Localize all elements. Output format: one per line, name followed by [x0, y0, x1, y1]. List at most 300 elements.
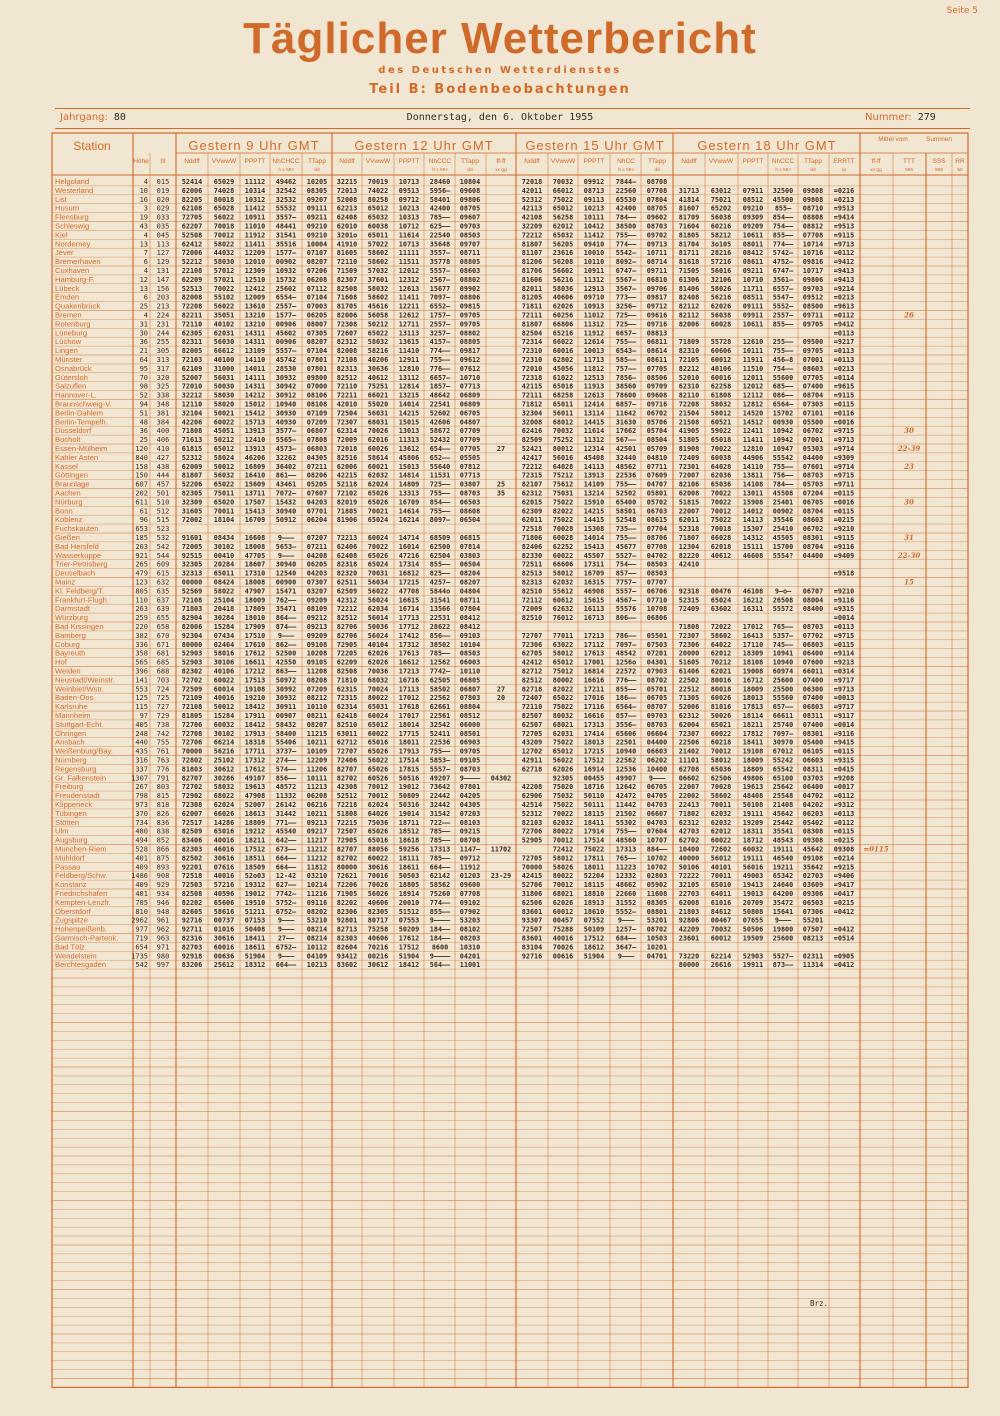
- table-cell: 82513: [521, 569, 543, 578]
- table-cell: 52905: [521, 836, 543, 845]
- table-cell: 56022: [213, 213, 235, 222]
- station-name: Bremen: [55, 310, 82, 320]
- station-name: Bayreuth: [55, 648, 86, 658]
- table-cell: 10940: [275, 400, 297, 409]
- table-cell: 18309: [742, 649, 764, 658]
- table-cell: 66012: [552, 186, 574, 195]
- table-cell: 58022: [213, 587, 235, 596]
- table-cell: 18612: [583, 943, 605, 952]
- station-height: 336: [135, 640, 148, 649]
- table-cell: 14311: [244, 338, 266, 347]
- table-cell: 66612: [213, 347, 235, 356]
- table-cell: 52007: [181, 373, 203, 382]
- table-cell: =9115: [833, 231, 855, 240]
- table-cell: =9315: [833, 605, 855, 614]
- station-height: 719: [135, 934, 148, 943]
- station-id: 544: [156, 551, 170, 560]
- station-height: 94: [139, 400, 148, 409]
- station-name: Essen-Mülheim: [55, 444, 108, 453]
- table-cell: 9–––: [277, 952, 295, 961]
- table-cell: 52411: [429, 729, 451, 738]
- station-name: Münster: [55, 355, 83, 364]
- table-cell: 68022: [213, 792, 235, 801]
- table-cell: 12610: [742, 338, 764, 347]
- table-cell: =0113: [833, 809, 855, 818]
- table-cell: 30616: [213, 854, 235, 863]
- table-cell: 08208: [306, 676, 328, 685]
- table-cell: 56208: [552, 258, 574, 267]
- table-cell: 82516: [336, 453, 358, 462]
- table-cell: 58012: [552, 854, 574, 863]
- table-cell: 82605: [181, 907, 203, 916]
- table-cell: 184––: [429, 934, 451, 943]
- table-cell: 09309: [742, 213, 764, 222]
- table-cell: 17715: [398, 729, 420, 738]
- table-cell: 66611: [772, 712, 794, 720]
- table-cell: 82022: [552, 507, 574, 516]
- table-cell: 652––: [429, 453, 451, 462]
- column-header: Nddff: [524, 158, 540, 165]
- table-cell: 657––: [772, 703, 794, 712]
- table-cell: 754––: [772, 222, 794, 231]
- table-cell: 60032: [213, 720, 235, 729]
- table-cell: 92918: [181, 952, 203, 961]
- table-cell: 72111: [521, 391, 543, 400]
- table-cell: 68021: [552, 890, 574, 898]
- table-cell: 09600: [459, 881, 481, 890]
- table-cell: 4573–: [275, 445, 297, 453]
- table-cell: 12911: [398, 356, 420, 364]
- table-cell: 36402: [275, 462, 297, 471]
- table-cell: 17507: [244, 498, 266, 507]
- table-cell: 786––: [615, 631, 637, 640]
- table-cell: 755––: [772, 347, 794, 356]
- table-cell: 09705: [459, 311, 481, 320]
- table-cell: 51904: [244, 952, 266, 961]
- table-cell: 22506: [678, 738, 700, 747]
- table-cell: 13112: [398, 373, 420, 382]
- table-cell: 10211: [306, 738, 328, 747]
- table-cell: 07801: [459, 783, 481, 792]
- table-cell: 09902: [459, 284, 481, 293]
- table-cell: =9217: [833, 338, 855, 347]
- table-cell: 58012: [710, 409, 732, 418]
- table-cell: 58016: [213, 649, 235, 658]
- table-cell: 17815: [398, 765, 420, 774]
- table-cell: 25401: [772, 498, 794, 507]
- table-cell: =9713: [833, 685, 855, 694]
- table-cell: 7757–: [615, 578, 637, 587]
- table-cell: 60612: [552, 596, 574, 605]
- table-cell: 09212: [306, 614, 328, 623]
- table-cell: 07503: [646, 640, 668, 649]
- table-cell: 08706: [646, 534, 668, 542]
- table-cell: 9–o–: [774, 587, 792, 596]
- column-subheader: h L MH: [278, 168, 294, 173]
- table-cell: 11912: [459, 863, 481, 872]
- table-cell: 42209: [678, 925, 700, 934]
- table-cell: 62213: [336, 204, 358, 213]
- table-cell: 00410: [213, 551, 235, 560]
- table-cell: 9–––: [617, 952, 635, 961]
- table-cell: 18008: [244, 578, 266, 587]
- table-cell: 08503: [459, 231, 481, 240]
- table-cell: 92711: [181, 925, 203, 934]
- table-cell: 765––: [615, 854, 637, 863]
- table-cell: =0415: [833, 765, 855, 774]
- table-cell: 07112: [306, 284, 328, 293]
- table-cell: 72509: [181, 685, 203, 694]
- table-cell: 00467: [710, 916, 732, 925]
- table-cell: 08608: [459, 507, 481, 516]
- table-cell: 1256o: [615, 658, 637, 667]
- table-cell: 70012: [552, 836, 574, 845]
- table-cell: 04705: [646, 792, 668, 801]
- station-height: 64: [139, 356, 148, 364]
- table-cell: 09713: [646, 240, 668, 249]
- station-height: 36: [139, 427, 148, 436]
- table-cell: =0013: [833, 694, 855, 703]
- table-cell: 82019: [336, 498, 358, 507]
- station-id: 338: [156, 391, 170, 400]
- table-cell: 72406: [336, 756, 358, 765]
- table-cell: 82212: [678, 364, 700, 373]
- table-cell: 70022: [710, 489, 732, 498]
- table-cell: 82512: [336, 614, 358, 623]
- table-cell: 09716: [646, 400, 668, 409]
- table-cell: 7856–: [615, 373, 637, 382]
- table-cell: 30942: [275, 382, 297, 391]
- station-id: 213: [156, 302, 170, 311]
- table-cell: 14814: [398, 471, 420, 480]
- table-cell: 1857–: [429, 382, 451, 391]
- station-id: 231: [156, 320, 170, 329]
- station-name: Mainz: [55, 577, 76, 587]
- table-cell: 06208: [306, 792, 328, 801]
- table-cell: 52007: [244, 801, 266, 809]
- table-cell: 72706: [181, 738, 203, 747]
- table-cell: 08503: [646, 569, 668, 578]
- table-cell: 56602: [552, 267, 574, 275]
- station-height: 96: [139, 516, 148, 525]
- table-cell: 65012: [367, 720, 389, 729]
- table-cell: 09103: [459, 631, 481, 640]
- table-cell: 80000: [336, 863, 358, 872]
- column-header: TTapp: [460, 158, 480, 165]
- table-cell: 6657–: [615, 329, 637, 338]
- table-cell: 62214: [710, 952, 732, 961]
- station-height: 494: [135, 836, 148, 845]
- table-cell: 642––: [275, 836, 297, 845]
- table-cell: 56216: [710, 293, 732, 302]
- table-cell: 76012: [552, 614, 574, 623]
- table-cell: 17001: [583, 658, 605, 667]
- table-cell: 06811: [646, 338, 668, 347]
- table-cell: 55242: [772, 756, 794, 765]
- table-cell: 71807: [678, 534, 700, 542]
- table-cell: 75022: [552, 195, 574, 204]
- table-cell: 48562: [615, 462, 637, 471]
- table-cell: 17712: [398, 623, 420, 631]
- table-cell: 50808: [742, 907, 764, 916]
- table-cell: 4157–: [429, 338, 451, 347]
- table-cell: =0014: [833, 614, 855, 623]
- table-cell: 72503: [181, 881, 203, 890]
- table-cell: 06208: [306, 275, 328, 284]
- table-cell: 11614: [583, 427, 605, 436]
- table-cell: =9715: [833, 631, 855, 640]
- table-cell: =9413: [833, 275, 855, 284]
- table-cell: 72504: [336, 409, 358, 418]
- table-cell: 12012: [742, 382, 764, 391]
- table-cell: 08703: [646, 222, 668, 231]
- group-header: Gestern 18 Uhr GMT: [697, 138, 837, 153]
- table-cell: 15284: [213, 712, 235, 720]
- table-cell: =0116: [833, 409, 855, 418]
- station-name: Ansbach: [55, 737, 85, 747]
- table-cell: 75031: [552, 489, 574, 498]
- table-cell: 12702: [521, 747, 543, 756]
- table-cell: 60012: [710, 356, 732, 364]
- table-cell: 12312: [398, 275, 420, 284]
- table-cell: 15111: [742, 542, 764, 551]
- table-cell: 17314: [398, 560, 420, 569]
- table-cell: 17909: [244, 623, 266, 631]
- table-cell: 06607: [646, 809, 668, 818]
- table-cell: 60022: [367, 729, 389, 738]
- document-part: Teil B: Bodenbeobachtungen: [369, 82, 631, 97]
- station-id: 703: [156, 676, 170, 685]
- table-cell: 12009: [244, 293, 266, 302]
- table-cell: 30284: [213, 614, 235, 623]
- table-cell: 25600: [772, 934, 794, 943]
- table-cell: 65036: [710, 765, 732, 774]
- table-cell: 65011: [552, 400, 574, 409]
- table-cell: 06707: [802, 587, 824, 596]
- table-cell: 49003: [742, 872, 764, 881]
- table-cell: 82313: [336, 364, 358, 373]
- table-cell: 60032: [742, 845, 764, 854]
- table-cell: 51904: [583, 952, 605, 961]
- table-cell: 51815: [678, 498, 700, 507]
- table-cell: 65031: [367, 703, 389, 712]
- table-cell: 10112: [306, 943, 328, 952]
- table-cell: =0113: [833, 347, 855, 356]
- table-cell: 15432: [275, 498, 297, 507]
- table-cell: 10947: [772, 445, 794, 453]
- table-cell: 70012: [367, 792, 389, 801]
- table-cell: 10213: [398, 204, 420, 213]
- column-subheader: h L MH: [618, 168, 634, 173]
- table-cell: 30932: [275, 373, 297, 382]
- table-cell: 71505: [678, 267, 700, 275]
- table-cell: 65026: [367, 498, 389, 507]
- group-header: Summen: [925, 136, 953, 143]
- table-cell: 35051: [213, 311, 235, 320]
- table-cell: 07400: [802, 676, 824, 685]
- station-name: Cuxhaven: [55, 266, 90, 275]
- table-cell: 08802: [459, 329, 481, 338]
- table-cell: 21402: [678, 747, 700, 756]
- table-cell: 19509: [742, 934, 764, 943]
- table-cell: 8600: [431, 943, 449, 952]
- table-cell: 56038: [710, 311, 732, 320]
- table-cell: 58401: [429, 195, 451, 204]
- station-name: Bonn: [55, 506, 73, 516]
- station-height: 405: [135, 720, 148, 729]
- table-cell: 62004: [678, 720, 700, 729]
- table-cell: =9513: [833, 222, 855, 231]
- table-cell: 82107: [521, 480, 543, 489]
- table-cell: =0115: [833, 400, 855, 409]
- table-cell: 01203: [459, 872, 481, 881]
- table-cell: 93412: [336, 952, 358, 961]
- table-cell: 72110: [181, 320, 203, 329]
- table-cell: 56216: [213, 747, 235, 756]
- table-cell: 725––: [615, 320, 637, 329]
- table-cell: 82307: [336, 275, 358, 284]
- table-cell: 12513: [583, 373, 605, 382]
- table-cell: 08214: [306, 925, 328, 934]
- table-cell: 18611: [398, 863, 420, 872]
- table-cell: 10714: [802, 240, 824, 249]
- table-cell: 42606: [429, 418, 451, 427]
- table-cell: 48642: [429, 391, 451, 400]
- table-cell: 12410: [244, 436, 266, 445]
- table-cell: 773––: [615, 293, 637, 302]
- table-cell: 72310: [521, 356, 543, 364]
- table-cell: 72108: [336, 356, 358, 364]
- table-cell: 58602: [710, 792, 732, 801]
- column-header: PPPTT: [583, 158, 605, 165]
- table-cell: 51605: [678, 658, 700, 667]
- table-cell: 17313: [429, 845, 451, 854]
- table-cell: 725––: [615, 311, 637, 320]
- table-cell: 09608: [459, 186, 481, 195]
- table-cell: 09612: [459, 356, 481, 364]
- station-name: Bad Hersfeld: [55, 541, 99, 551]
- table-cell: 17113: [398, 685, 420, 694]
- table-cell: 68021: [552, 720, 574, 729]
- station-height: 70: [139, 373, 148, 382]
- table-cell: 04208: [306, 551, 328, 560]
- station-id: 532: [156, 534, 170, 542]
- table-cell: 02464: [213, 640, 235, 649]
- station-id: 637: [156, 596, 170, 605]
- table-cell: 48662: [615, 881, 637, 890]
- table-cell: 30970: [772, 738, 794, 747]
- table-cell: 07153: [244, 916, 266, 925]
- table-cell: 08500: [802, 302, 824, 311]
- table-cell: 7097–: [615, 640, 637, 649]
- table-cell: 58026: [710, 284, 732, 293]
- table-cell: 72706: [521, 827, 543, 836]
- table-cell: 09111: [742, 302, 764, 311]
- table-cell: 72009: [521, 605, 543, 614]
- table-cell: 10400: [646, 765, 668, 774]
- table-cell: 61815: [181, 445, 203, 453]
- table-cell: 5557–: [429, 765, 451, 774]
- table-cell: 08305: [306, 186, 328, 195]
- table-cell: 854––: [772, 213, 794, 222]
- table-cell: 13313: [398, 489, 420, 498]
- station-height: 1735: [131, 952, 148, 961]
- table-cell: 17811: [583, 854, 605, 863]
- table-cell: 855––: [772, 320, 794, 329]
- station-name: Mühldorf: [55, 853, 85, 863]
- table-cell: 72307: [678, 729, 700, 738]
- table-cell: 274––: [275, 756, 297, 765]
- table-cell: 50012: [213, 703, 235, 712]
- table-cell: 70019: [367, 178, 389, 186]
- table-cell: 55572: [772, 605, 794, 614]
- table-cell: 07109: [306, 409, 328, 418]
- table-cell: 83206: [181, 961, 203, 970]
- table-cell: 17016: [583, 694, 605, 703]
- station-height: 263: [135, 605, 148, 614]
- table-cell: 42308: [336, 783, 358, 792]
- table-cell: 72109: [181, 694, 203, 703]
- table-cell: 04810: [646, 453, 668, 462]
- report-date: Donnerstag, den 6. Oktober 1955: [406, 112, 594, 123]
- table-cell: 72010: [181, 382, 203, 391]
- table-cell: 18013: [583, 738, 605, 747]
- table-cell: 17012: [742, 623, 764, 631]
- table-cell: 58614: [367, 453, 389, 462]
- table-cell: 72105: [678, 356, 700, 364]
- table-cell: 06815: [459, 534, 481, 542]
- table-cell: 08703: [459, 765, 481, 774]
- station-name: Berlin-Dahlem: [55, 408, 104, 418]
- table-cell: 09306: [802, 890, 824, 898]
- table-cell: 17813: [742, 703, 764, 712]
- table-cell: 07201: [646, 649, 668, 658]
- station-height: 98: [139, 382, 148, 391]
- table-cell: 14012: [742, 507, 764, 516]
- station-name: Trier-Petrisberg: [55, 559, 108, 569]
- table-cell: 04203: [306, 569, 328, 578]
- table-cell: 62309: [521, 507, 543, 516]
- table-cell: 22501: [615, 738, 637, 747]
- table-cell: 62012: [552, 222, 574, 231]
- station-height: 4: [143, 178, 148, 186]
- table-cell: 62509: [336, 587, 358, 596]
- table-cell: 58672: [429, 427, 451, 436]
- table-cell: 25600: [772, 676, 794, 685]
- table-cell: 11911: [742, 356, 764, 364]
- table-cell: 81805: [181, 712, 203, 720]
- table-cell: 08812: [802, 222, 824, 231]
- table-cell: 50212: [213, 436, 235, 445]
- table-cell: 92201: [181, 863, 203, 872]
- table-cell: 32106: [710, 275, 732, 284]
- table-cell: 20: [496, 694, 506, 703]
- table-cell: 04703: [646, 801, 668, 809]
- station-id: 035: [156, 222, 170, 231]
- table-cell: 18611: [244, 943, 266, 952]
- table-cell: =0214: [833, 854, 855, 863]
- table-cell: 08203: [459, 934, 481, 943]
- station-height: 30: [139, 329, 148, 338]
- table-cell: 12414: [583, 400, 605, 409]
- station-id: 147: [156, 275, 170, 284]
- table-cell: 17713: [398, 614, 420, 623]
- table-cell: 04702: [802, 792, 824, 801]
- table-cell: 62416: [521, 427, 543, 436]
- table-cell: 08206: [306, 471, 328, 480]
- station-id: 313: [156, 356, 170, 364]
- table-cell: =0112: [833, 792, 855, 801]
